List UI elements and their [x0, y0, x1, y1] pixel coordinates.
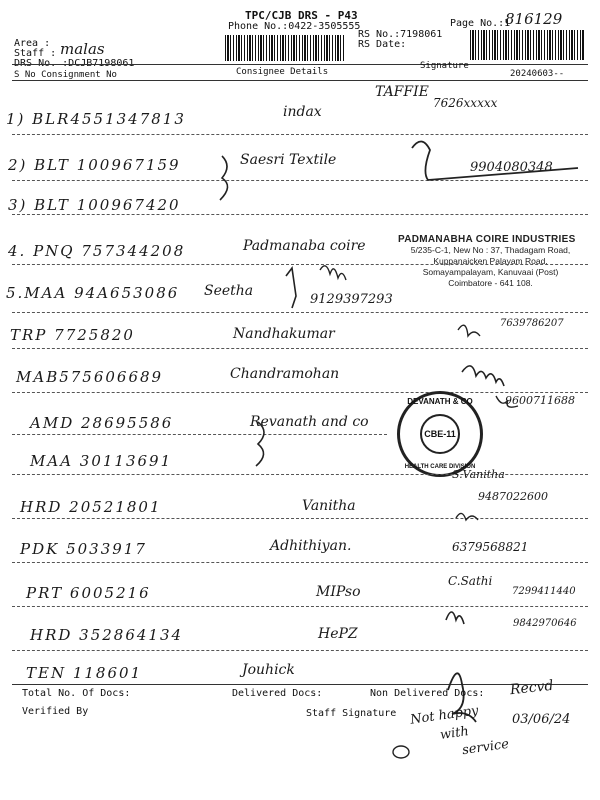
consignment-number: HRD 20521801: [20, 498, 162, 516]
consignee-name: indax: [283, 104, 322, 120]
consignment-number: 1) BLR4551347813: [6, 110, 186, 128]
signature-stroke: [462, 366, 504, 386]
stamp-address-4: Coimbatore - 641 108.: [448, 278, 533, 288]
signature-stroke: [496, 396, 518, 407]
signature-stroke: [320, 266, 346, 280]
delivered-docs-label: Delivered Docs:: [232, 688, 323, 699]
signature-stroke: [220, 156, 228, 200]
receiver-signature: S.Vanitha: [452, 468, 505, 481]
column-date: 20240603--: [510, 69, 565, 79]
handwritten-note-line3: service: [461, 736, 510, 759]
consignment-number: 4. PNQ 757344208: [8, 242, 186, 260]
receiver-signature: C.Sathi: [448, 574, 493, 588]
non-delivered-docs-label: Non Delivered Docs:: [370, 688, 485, 699]
stamp-company-name: PADMANABHA COIRE INDUSTRIES: [398, 234, 576, 245]
staff-name: malas: [60, 40, 105, 58]
rs-date: RS Date:: [358, 39, 407, 50]
consignee-name: Chandramohan: [230, 366, 340, 382]
receiver-phone: 9129397293: [310, 292, 393, 307]
staff-signature-label: Staff Signature: [306, 708, 397, 719]
consignment-number: TRP 7725820: [10, 326, 135, 344]
consignee-name: Saesri Textile: [240, 152, 337, 168]
column-consignee: Consignee Details: [236, 67, 329, 77]
receiver-phone: 7299411440: [512, 586, 576, 597]
received-date: 03/06/24: [512, 712, 571, 727]
receiver-phone: 9487022600: [478, 490, 548, 503]
page-number-handwritten: 816129: [505, 10, 563, 28]
receiver-signature: TAFFIE: [375, 84, 429, 100]
consignment-number: TEN 118601: [26, 664, 143, 682]
stamp-address-1: 5/235-C-1, New No : 37, Thadagam Road,: [410, 245, 571, 255]
column-sno: S No Consignment No: [14, 70, 117, 80]
consignee-name: Adhithiyan.: [270, 538, 352, 554]
signature-stroke: [456, 513, 478, 520]
consignment-number: HRD 352864134: [30, 626, 184, 644]
area-label: Area :: [14, 38, 51, 49]
consignment-number: MAB575606689: [16, 368, 164, 386]
phone-number: Phone No.:0422-3505555: [228, 21, 361, 32]
page-number: Page No.:1: [450, 18, 511, 29]
signature-stroke: [446, 612, 464, 624]
receiver-phone: 9842970646: [513, 618, 577, 629]
consignment-number: PRT 6005216: [26, 584, 151, 602]
signature-stroke: [256, 422, 264, 466]
receiver-phone: 6379568821: [452, 540, 529, 554]
drs-number: DRS No. :DCJB7198061: [14, 58, 135, 69]
consignment-number: PDK 5033917: [20, 540, 147, 558]
consignee-name: Nandhakumar: [233, 326, 335, 342]
receiver-phone: 7639786207: [500, 318, 564, 329]
consignee-name: Jouhick: [242, 662, 295, 678]
consignee-name: Vanitha: [302, 498, 356, 514]
consignee-name: MIPso: [316, 584, 361, 600]
receiver-phone: 7626xxxxx: [433, 96, 498, 110]
signature-stroke: [286, 268, 296, 308]
consignee-name: Padmanaba coire: [243, 238, 366, 254]
staff-label: Staff :: [14, 48, 57, 59]
consignment-number: 2) BLT 100967159: [8, 156, 181, 174]
handwritten-note-line2: with: [439, 724, 470, 743]
signature-stroke: [458, 325, 480, 336]
document-title: TPC/CJB DRS - P43: [245, 9, 358, 22]
column-signature: Signature: [420, 61, 469, 71]
receiver-phone: 9600711688: [505, 394, 575, 407]
seal-bottom-text: HEALTH CARE DIVISION: [404, 464, 476, 470]
consignment-number: 3) BLT 100967420: [8, 196, 181, 214]
rs-number: RS No.:7198061: [358, 29, 443, 40]
receiver-phone: 9904080348: [470, 160, 553, 175]
signature-stroke: [412, 141, 578, 180]
verified-by-label: Verified By: [22, 706, 89, 717]
stamp-address-2: Kuppanaicken Palayam Road,: [433, 256, 548, 266]
consignee-name: Revanath and co: [250, 414, 369, 430]
handwritten-note-line1: Not happy: [409, 703, 480, 728]
consignee-name: HePZ: [318, 626, 358, 642]
total-docs-label: Total No. Of Docs:: [22, 688, 131, 699]
consignee-name: Seetha: [204, 283, 254, 299]
consignment-number: 5.MAA 94A653086: [6, 284, 180, 302]
stamp-address-3: Somayampalayam, Kanuvaai (Post): [422, 267, 559, 277]
consignment-number: MAA 30113691: [30, 452, 173, 470]
seal-top-text: DEVANATH & CO: [407, 397, 473, 406]
consignment-number: AMD 28695586: [30, 414, 174, 432]
received-mark: Recvd: [509, 677, 555, 699]
signature-stroke: [393, 746, 409, 758]
seal-center-text: CBE-11: [420, 414, 460, 454]
